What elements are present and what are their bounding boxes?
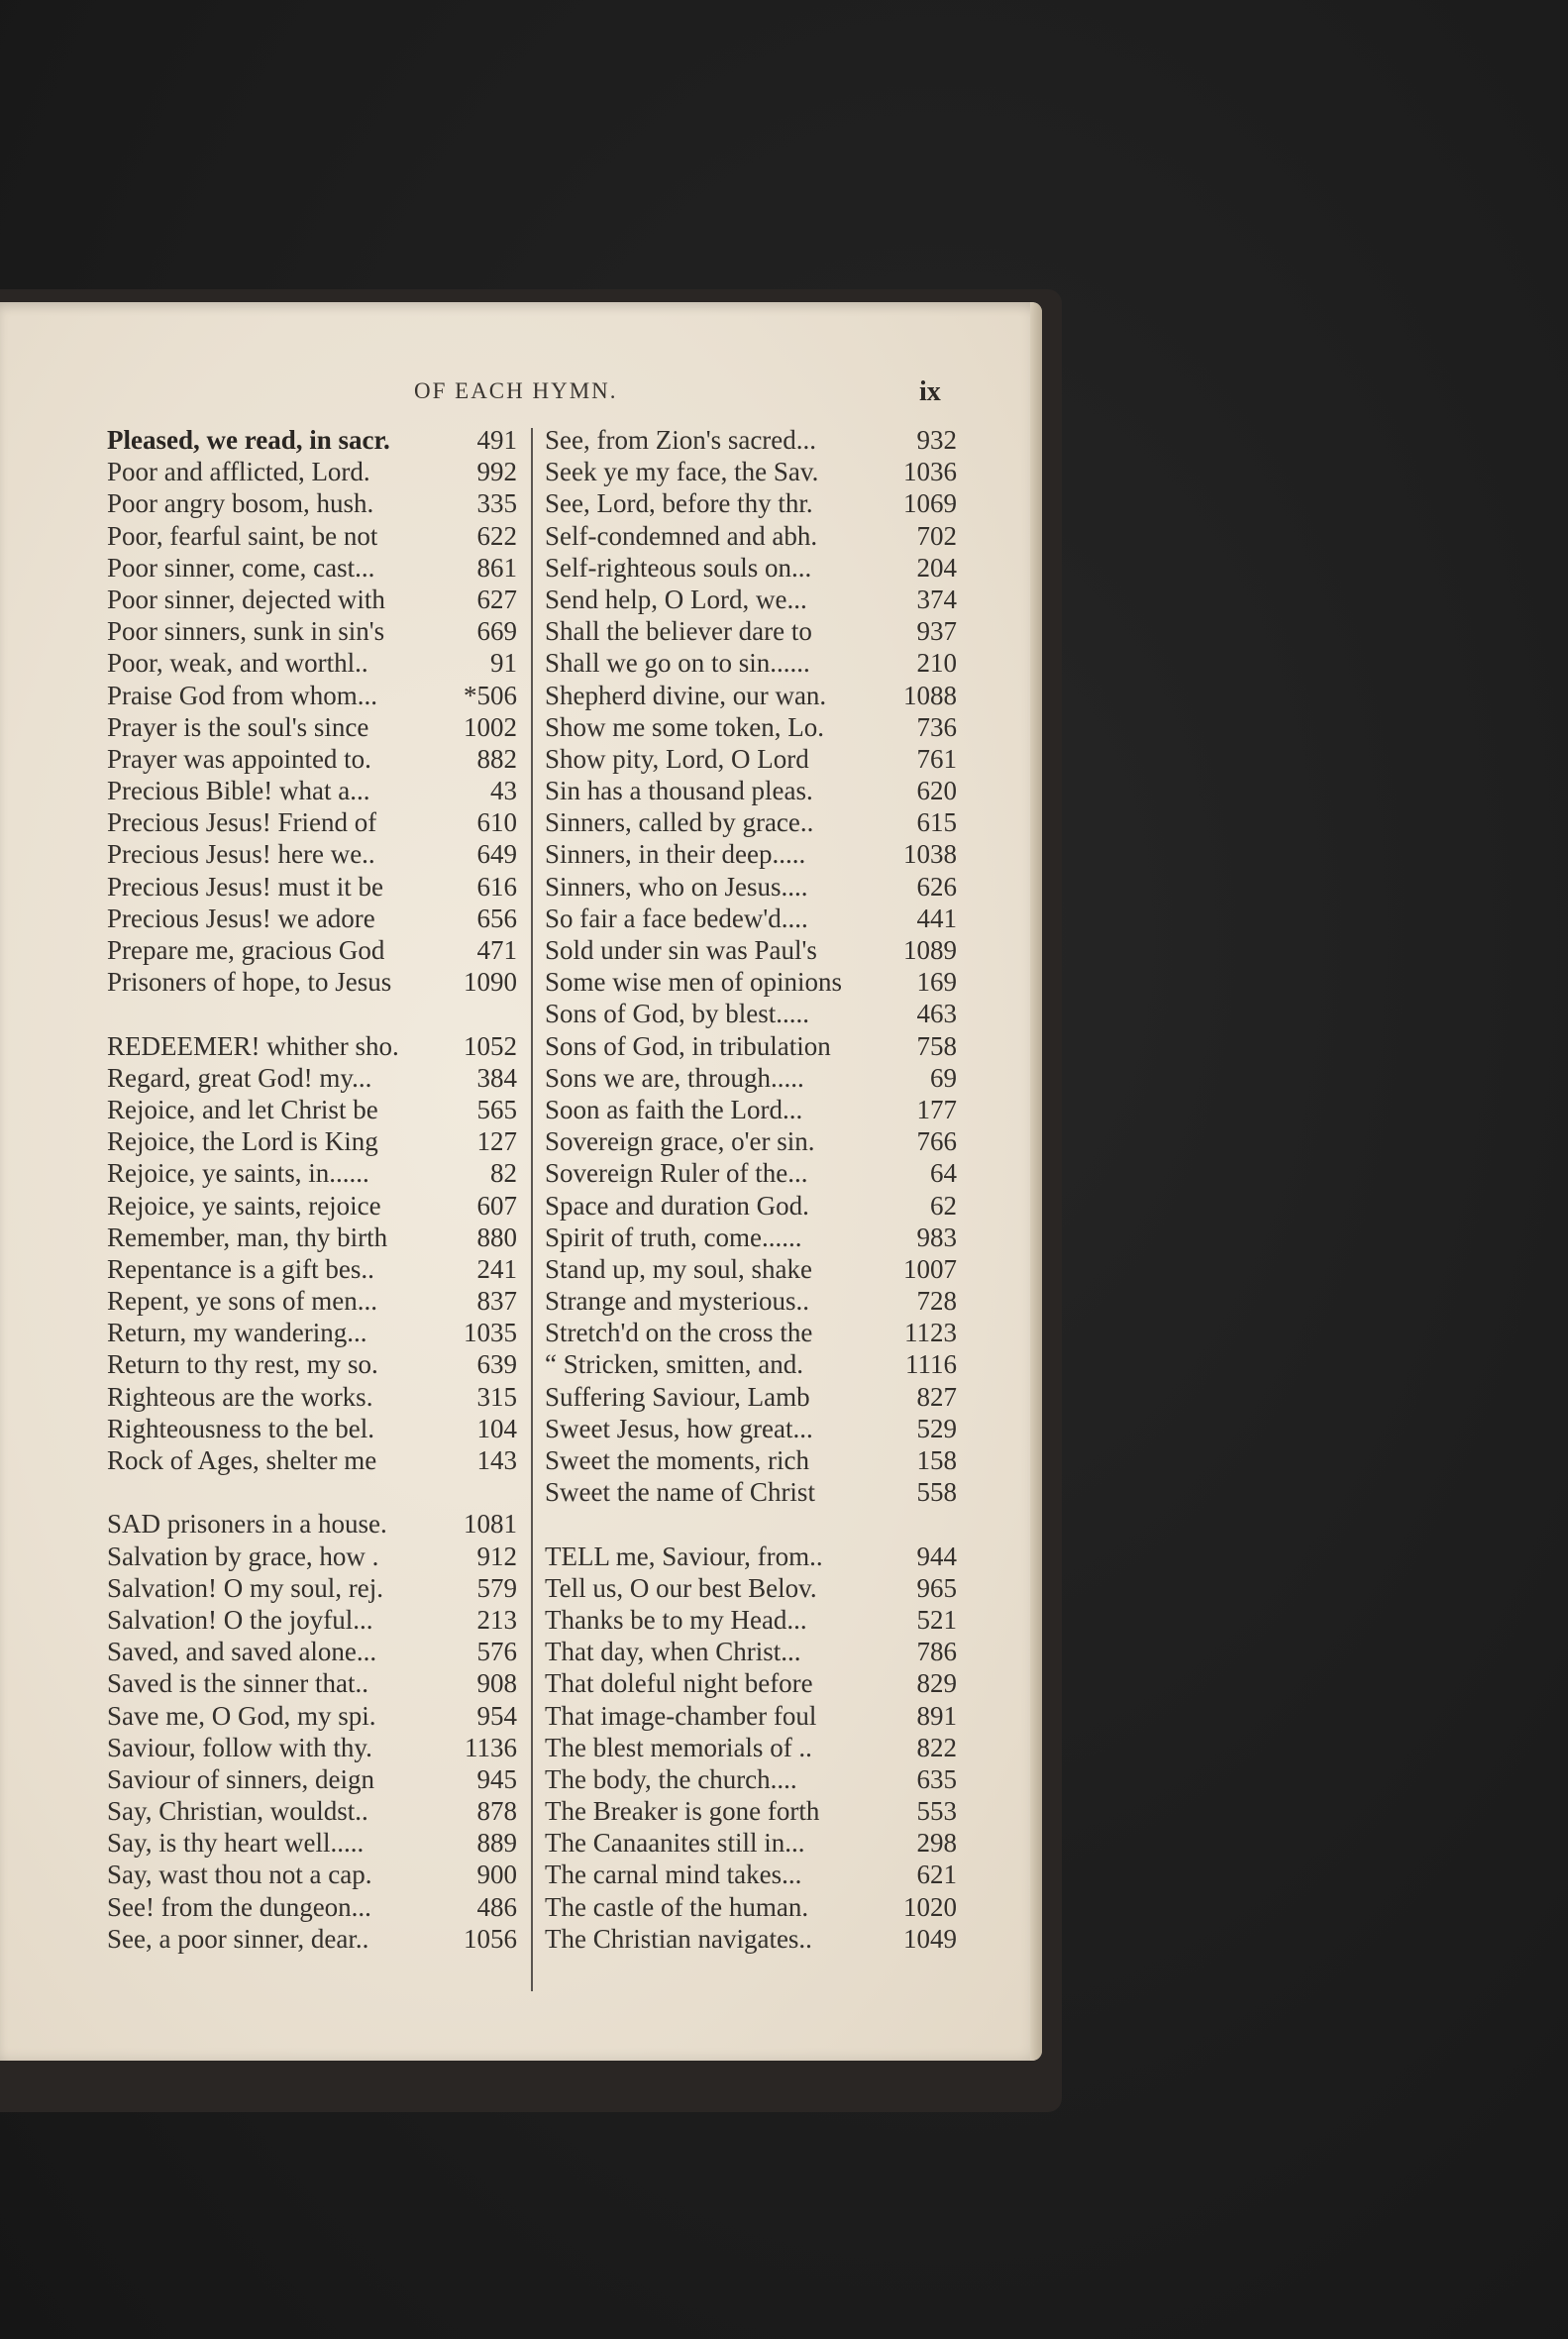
hymn-first-line: Poor, fearful saint, be not <box>107 520 378 551</box>
hymn-first-line: Tell us, O our best Belov. <box>545 1572 817 1603</box>
hymn-number: 626 <box>916 871 957 902</box>
hymn-first-line: Self-righteous souls on... <box>545 552 812 583</box>
index-column-left <box>107 424 517 1955</box>
hymn-number: 143 <box>476 1445 517 1475</box>
hymn-number: 127 <box>476 1126 517 1157</box>
index-entry <box>107 1795 517 1827</box>
hymn-first-line: Precious Jesus! Friend of <box>107 807 377 838</box>
hymn-number: 1007 <box>903 1253 957 1284</box>
hymn-first-line: That day, when Christ... <box>545 1637 801 1667</box>
hymn-first-line: See, Lord, before thy thr. <box>545 488 813 519</box>
hymn-number: 837 <box>476 1286 517 1317</box>
hymn-first-line: Prayer was appointed to. <box>107 743 371 774</box>
hymn-number: 210 <box>916 648 957 679</box>
hymn-first-line: Precious Jesus! must it be <box>107 871 383 902</box>
hymn-number: 1081 <box>464 1509 517 1540</box>
hymn-first-line: Righteous are the works. <box>107 1381 373 1412</box>
hymn-number: 1036 <box>903 457 957 487</box>
hymn-number: 82 <box>490 1158 517 1189</box>
hymn-first-line: Poor, weak, and worthl.. <box>107 648 368 679</box>
hymn-number: 827 <box>916 1381 957 1412</box>
hymn-first-line: Show pity, Lord, O Lord <box>545 743 809 774</box>
index-entry <box>107 871 517 903</box>
hymn-number: 1088 <box>903 680 957 710</box>
index-entry <box>107 1508 517 1540</box>
hymn-number: 463 <box>916 999 957 1029</box>
index-entry <box>545 1381 957 1413</box>
index-entry <box>545 1444 957 1476</box>
hymn-number: 900 <box>476 1860 517 1890</box>
hymn-number: 945 <box>476 1763 517 1794</box>
index-entry <box>107 1923 517 1955</box>
index-entry <box>107 680 517 711</box>
hymn-number: 177 <box>916 1094 957 1124</box>
page-edge <box>1030 302 1042 2061</box>
index-entry <box>545 1094 957 1125</box>
hymn-number: 736 <box>916 711 957 742</box>
hymn-first-line: Saved is the sinner that.. <box>107 1668 368 1699</box>
hymn-first-line: The Christian navigates.. <box>545 1923 812 1954</box>
index-entry <box>107 1348 517 1380</box>
index-entry <box>107 1444 517 1476</box>
index-entry <box>545 838 957 870</box>
hymn-first-line: The Canaanites still in... <box>545 1828 805 1859</box>
index-entry <box>107 647 517 679</box>
hymn-number: 1035 <box>464 1318 517 1348</box>
index-entry <box>107 520 517 552</box>
index-entry <box>107 1062 517 1094</box>
hymn-first-line: So fair a face bedew'd.... <box>545 903 808 933</box>
hymn-first-line: Sons of God, in tribulation <box>545 1030 831 1061</box>
hymn-first-line: Spirit of truth, come...... <box>545 1222 802 1252</box>
index-entry <box>107 552 517 584</box>
hymn-first-line: Poor sinners, sunk in sin's <box>107 616 385 647</box>
hymn-number: 758 <box>916 1030 957 1061</box>
hymn-first-line: Precious Bible! what a... <box>107 776 370 806</box>
index-entry <box>107 1413 517 1444</box>
hymn-number: 635 <box>916 1763 957 1794</box>
index-entry <box>107 1253 517 1285</box>
hymn-number: 610 <box>476 807 517 838</box>
hymn-first-line: Space and duration God. <box>545 1190 809 1221</box>
hymn-number: 878 <box>476 1796 517 1827</box>
hymn-number: 521 <box>916 1604 957 1635</box>
index-entry <box>545 966 957 998</box>
hymn-first-line: Sons of God, by blest..... <box>545 999 810 1029</box>
index-entry <box>107 1636 517 1667</box>
index-entry <box>545 1859 957 1890</box>
index-entry <box>545 871 957 903</box>
hymn-number: 882 <box>476 743 517 774</box>
hymn-first-line: Prepare me, gracious God <box>107 935 385 965</box>
hymn-number: 1089 <box>903 935 957 965</box>
index-entry <box>545 806 957 838</box>
hymn-number: 932 <box>916 425 957 455</box>
hymn-number: 766 <box>916 1126 957 1157</box>
hymn-first-line: Sold under sin was Paul's <box>545 935 817 965</box>
index-entry <box>107 424 517 456</box>
index-entry <box>107 1157 517 1189</box>
index-entry <box>107 615 517 647</box>
index-entry <box>545 1348 957 1380</box>
hymn-number: 728 <box>916 1286 957 1317</box>
index-entry <box>107 775 517 806</box>
hymn-number: 992 <box>476 457 517 487</box>
hymn-number: 558 <box>916 1477 957 1508</box>
index-entry <box>545 1413 957 1444</box>
index-entry <box>107 1317 517 1348</box>
hymn-number: 889 <box>476 1828 517 1859</box>
index-entry <box>107 1125 517 1157</box>
hymn-number: 241 <box>476 1253 517 1284</box>
index-entry <box>107 1030 517 1062</box>
index-entry <box>107 1572 517 1604</box>
index-entry <box>545 520 957 552</box>
hymn-number: 656 <box>476 903 517 933</box>
index-entry <box>545 1923 957 1955</box>
hymn-number: 1038 <box>903 839 957 870</box>
running-title: OF EACH HYMN. <box>414 378 618 403</box>
hymn-first-line: Saviour of sinners, deign <box>107 1763 374 1794</box>
index-entry <box>107 934 517 966</box>
hymn-number: 213 <box>476 1604 517 1635</box>
hymn-number: 1056 <box>464 1923 517 1954</box>
hymn-number: 204 <box>916 552 957 583</box>
hymn-number: 1116 <box>905 1349 957 1380</box>
hymn-first-line: Shepherd divine, our wan. <box>545 680 827 710</box>
hymn-first-line: Rejoice, ye saints, in...... <box>107 1158 369 1189</box>
index-entry <box>545 647 957 679</box>
hymn-first-line: Show me some token, Lo. <box>545 711 824 742</box>
hymn-number: 669 <box>476 616 517 647</box>
hymn-first-line: Self-condemned and abh. <box>545 520 818 551</box>
section-gap <box>545 1508 957 1540</box>
index-entry <box>545 1253 957 1285</box>
hymn-number: 1090 <box>464 967 517 998</box>
index-entry <box>107 584 517 615</box>
hymn-number: 912 <box>476 1541 517 1571</box>
hymn-number: 565 <box>476 1094 517 1124</box>
hymn-number: 944 <box>916 1541 957 1571</box>
hymn-number: 822 <box>916 1732 957 1762</box>
hymn-first-line: The body, the church.... <box>545 1763 797 1794</box>
index-entry <box>545 1891 957 1923</box>
hymn-number: 158 <box>916 1445 957 1475</box>
section-gap <box>107 998 517 1029</box>
hymn-first-line: Sinners, called by grace.. <box>545 807 814 838</box>
index-entry <box>107 1732 517 1763</box>
hymn-first-line: Poor sinner, dejected with <box>107 584 385 614</box>
hymn-first-line: Sovereign Ruler of the... <box>545 1158 808 1189</box>
index-entry <box>545 1667 957 1699</box>
hymn-number: 622 <box>476 520 517 551</box>
hymn-first-line: The castle of the human. <box>545 1891 809 1922</box>
hymn-first-line: Repentance is a gift bes.. <box>107 1253 374 1284</box>
hymn-first-line: Sinners, who on Jesus.... <box>545 871 808 902</box>
hymn-first-line: Salvation! O my soul, rej. <box>107 1572 383 1603</box>
hymn-number: 553 <box>916 1796 957 1827</box>
hymn-first-line: Poor and afflicted, Lord. <box>107 457 370 487</box>
hymn-number: 607 <box>476 1190 517 1221</box>
index-entry <box>107 1859 517 1890</box>
hymn-number: 62 <box>930 1190 957 1221</box>
hymn-first-line: Seek ye my face, the Sav. <box>545 457 819 487</box>
hymn-number: 1052 <box>464 1030 517 1061</box>
hymn-number: 880 <box>476 1222 517 1252</box>
index-entry <box>107 1094 517 1125</box>
hymn-first-line: Suffering Saviour, Lamb <box>545 1381 810 1412</box>
hymn-first-line: Sinners, in their deep..... <box>545 839 806 870</box>
index-entry <box>107 1700 517 1732</box>
hymn-first-line: That image-chamber foul <box>545 1700 817 1731</box>
hymn-number: 965 <box>916 1572 957 1603</box>
index-entry <box>545 1636 957 1667</box>
index-entry <box>107 1285 517 1317</box>
hymn-number: 43 <box>490 776 517 806</box>
hymn-first-line: Soon as faith the Lord... <box>545 1094 803 1124</box>
hymn-number: 615 <box>916 807 957 838</box>
hymn-number: 104 <box>476 1413 517 1443</box>
index-entry <box>107 1190 517 1222</box>
index-entry <box>545 615 957 647</box>
index-entry <box>545 1222 957 1253</box>
index-entry <box>545 1317 957 1348</box>
index-entry <box>107 1763 517 1795</box>
hymn-number: 861 <box>476 552 517 583</box>
hymn-first-line: Rejoice, ye saints, rejoice <box>107 1190 381 1221</box>
hymn-first-line: Repent, ye sons of men... <box>107 1286 377 1317</box>
hymn-number: 335 <box>476 488 517 519</box>
index-entry <box>545 998 957 1029</box>
hymn-first-line: Save me, O God, my spi. <box>107 1700 376 1731</box>
index-entry <box>107 838 517 870</box>
index-entry <box>545 1190 957 1222</box>
index-entry <box>545 743 957 775</box>
index-entry <box>545 1700 957 1732</box>
hymn-number: 627 <box>476 584 517 614</box>
hymn-number: 298 <box>916 1828 957 1859</box>
hymn-first-line: Righteousness to the bel. <box>107 1413 374 1443</box>
index-entry <box>545 456 957 487</box>
hymn-first-line: Prayer is the soul's since <box>107 711 369 742</box>
hymn-number: 169 <box>916 967 957 998</box>
hymn-first-line: Stretch'd on the cross the <box>545 1318 813 1348</box>
hymn-first-line: Sovereign grace, o'er sin. <box>545 1126 815 1157</box>
index-entry <box>545 1604 957 1636</box>
hymn-first-line: Poor sinner, come, cast... <box>107 552 375 583</box>
hymn-first-line: See, from Zion's sacred... <box>545 425 817 455</box>
hymn-first-line: SAD prisoners in a house. <box>107 1509 387 1540</box>
hymn-first-line: The carnal mind takes... <box>545 1860 802 1890</box>
hymn-number: 937 <box>916 616 957 647</box>
index-entry <box>107 456 517 487</box>
index-entry <box>545 424 957 456</box>
hymn-number: 1020 <box>903 1891 957 1922</box>
hymn-number: 91 <box>490 648 517 679</box>
hymn-first-line: Poor angry bosom, hush. <box>107 488 374 519</box>
hymn-number: 891 <box>916 1700 957 1731</box>
hymn-first-line: Saved, and saved alone... <box>107 1637 377 1667</box>
hymn-number: 486 <box>476 1891 517 1922</box>
hymn-first-line: Salvation! O the joyful... <box>107 1604 373 1635</box>
hymn-first-line: Send help, O Lord, we... <box>545 584 807 614</box>
hymn-first-line: Sweet the name of Christ <box>545 1477 815 1508</box>
hymn-first-line: Salvation by grace, how . <box>107 1541 379 1571</box>
hymn-first-line: Shall the believer dare to <box>545 616 812 647</box>
hymn-number: 1002 <box>464 711 517 742</box>
hymn-first-line: Rock of Ages, shelter me <box>107 1445 377 1475</box>
index-entry <box>545 1827 957 1859</box>
hymn-first-line: Thanks be to my Head... <box>545 1604 807 1635</box>
hymn-number: 1049 <box>903 1923 957 1954</box>
index-entry <box>107 1541 517 1572</box>
hymn-first-line: Saviour, follow with thy. <box>107 1732 372 1762</box>
hymn-number: 954 <box>476 1700 517 1731</box>
index-entry <box>545 903 957 934</box>
hymn-first-line: The blest memorials of .. <box>545 1732 812 1762</box>
hymn-first-line: Say, Christian, wouldst.. <box>107 1796 368 1827</box>
hymn-first-line: Praise God from whom... <box>107 680 377 710</box>
hymn-first-line: Precious Jesus! here we.. <box>107 839 375 870</box>
hymn-first-line: That doleful night before <box>545 1668 813 1699</box>
hymn-first-line: TELL me, Saviour, from.. <box>545 1541 823 1571</box>
hymn-first-line: Sin has a thousand pleas. <box>545 776 813 806</box>
index-entry <box>545 1157 957 1189</box>
hymn-number: 471 <box>476 935 517 965</box>
hymn-first-line: Return to thy rest, my so. <box>107 1349 378 1380</box>
hymn-number: 374 <box>916 584 957 614</box>
hymn-number: 579 <box>476 1572 517 1603</box>
index-entry <box>107 711 517 743</box>
hymn-first-line: Prisoners of hope, to Jesus <box>107 967 392 998</box>
hymn-first-line: Sweet Jesus, how great... <box>545 1413 813 1443</box>
hymn-first-line: Rejoice, the Lord is King <box>107 1126 378 1157</box>
hymn-first-line: See! from the dungeon... <box>107 1891 371 1922</box>
index-entry <box>107 903 517 934</box>
hymn-first-line: Strange and mysterious.. <box>545 1286 809 1317</box>
index-entry <box>545 1285 957 1317</box>
hymn-first-line: See, a poor sinner, dear.. <box>107 1923 369 1954</box>
hymn-number: 576 <box>476 1637 517 1667</box>
hymn-number: 1123 <box>904 1318 957 1348</box>
index-entry <box>545 934 957 966</box>
index-entry <box>545 1030 957 1062</box>
hymn-number: 69 <box>930 1062 957 1093</box>
hymn-number: 702 <box>916 520 957 551</box>
index-entry <box>545 1476 957 1508</box>
hymn-first-line: Sweet the moments, rich <box>545 1445 809 1475</box>
index-entry <box>107 966 517 998</box>
hymn-first-line: Return, my wandering... <box>107 1318 367 1348</box>
hymn-first-line: Precious Jesus! we adore <box>107 903 375 933</box>
section-gap <box>107 1476 517 1508</box>
index-entry <box>107 487 517 519</box>
hymn-first-line: Regard, great God! my... <box>107 1062 372 1093</box>
hymn-number: *506 <box>464 680 517 710</box>
hymn-number: 441 <box>916 903 957 933</box>
index-entry <box>545 1795 957 1827</box>
index-entry <box>545 775 957 806</box>
hymn-first-line: “ Stricken, smitten, and. <box>545 1349 803 1380</box>
hymn-number: 315 <box>476 1381 517 1412</box>
hymn-first-line: Sons we are, through..... <box>545 1062 804 1093</box>
hymn-number: 621 <box>916 1860 957 1890</box>
index-entry <box>107 743 517 775</box>
hymn-number: 384 <box>476 1062 517 1093</box>
hymn-number: 649 <box>476 839 517 870</box>
index-entry <box>545 680 957 711</box>
index-column-right <box>545 424 957 1955</box>
hymn-number: 829 <box>916 1668 957 1699</box>
index-entry <box>107 1222 517 1253</box>
index-entry <box>545 1572 957 1604</box>
running-head <box>0 378 1042 418</box>
index-entry <box>107 1827 517 1859</box>
hymn-first-line: Stand up, my soul, shake <box>545 1253 812 1284</box>
index-entry <box>107 1891 517 1923</box>
index-entry <box>545 711 957 743</box>
hymn-number: 761 <box>916 743 957 774</box>
hymn-number: 1136 <box>465 1732 517 1762</box>
hymn-first-line: The Breaker is gone forth <box>545 1796 820 1827</box>
hymn-number: 983 <box>916 1222 957 1252</box>
hymn-number: 491 <box>476 425 517 455</box>
hymn-number: 1069 <box>903 488 957 519</box>
hymn-first-line: Some wise men of opinions <box>545 967 842 998</box>
hymn-first-line: REDEEMER! whither sho. <box>107 1030 399 1061</box>
index-entry <box>545 1732 957 1763</box>
index-entry <box>107 1381 517 1413</box>
hymn-first-line: Pleased, we read, in sacr. <box>107 425 390 455</box>
index-entry <box>107 806 517 838</box>
page-number: ix <box>919 376 941 407</box>
index-entry <box>107 1604 517 1636</box>
hymn-number: 908 <box>476 1668 517 1699</box>
hymn-first-line: Remember, man, thy birth <box>107 1222 388 1252</box>
index-entry <box>545 1062 957 1094</box>
hymn-number: 529 <box>916 1413 957 1443</box>
index-entry <box>545 487 957 519</box>
index-entry <box>545 1541 957 1572</box>
hymn-first-line: Say, is thy heart well..... <box>107 1828 365 1859</box>
index-entry <box>545 1763 957 1795</box>
hymn-number: 620 <box>916 776 957 806</box>
index-entry <box>107 1667 517 1699</box>
hymn-first-line: Shall we go on to sin...... <box>545 648 810 679</box>
hymn-first-line: Say, wast thou not a cap. <box>107 1860 372 1890</box>
hymn-first-line: Rejoice, and let Christ be <box>107 1094 378 1124</box>
index-entry <box>545 1125 957 1157</box>
hymn-number: 639 <box>476 1349 517 1380</box>
column-divider <box>531 428 533 1991</box>
hymn-number: 616 <box>476 871 517 902</box>
hymn-number: 786 <box>916 1637 957 1667</box>
index-entry <box>545 552 957 584</box>
hymn-number: 64 <box>930 1158 957 1189</box>
index-entry <box>545 584 957 615</box>
